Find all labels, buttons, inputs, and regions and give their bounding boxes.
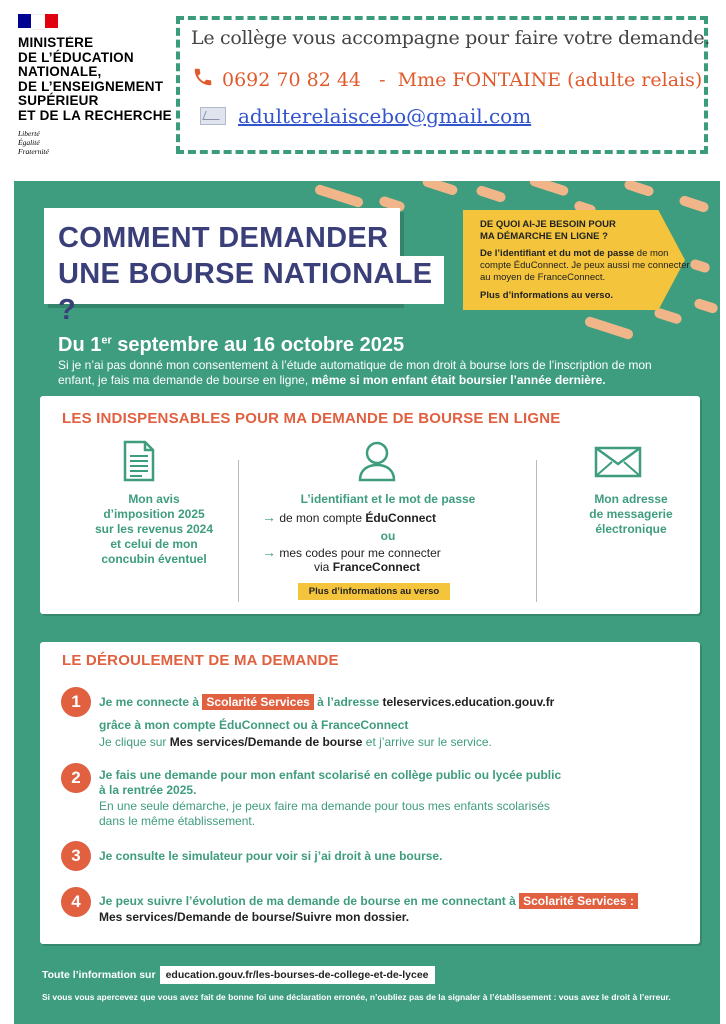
- decorative-stripe: [475, 185, 507, 204]
- needs-question: DE QUOI AI-JE BESOIN POUR MA DÉMARCHE EN LIGNE ?: [480, 219, 616, 242]
- step-2-line-2: à la rentrée 2025.: [99, 783, 197, 797]
- ministry-name: MINISTÈRE DE L’ÉDUCATION NATIONALE, DE L’ENSEIGNEMENT SUPÉRIEUR ET DE LA RECHERCHE: [18, 36, 172, 123]
- essential-educonnect: → de mon compte ÉduConnect: [262, 509, 437, 525]
- steps-title: LE DÉROULEMENT DE MA DEMANDE: [62, 652, 339, 669]
- step-4-line-1: Je peux suivre l’évolution de ma demande de bourse en me connectant à Scolarité Services :: [99, 893, 689, 909]
- essentials-title: LES INDISPENSABLES POUR MA DEMANDE DE BOURSE EN LIGNE: [62, 410, 561, 427]
- divider: [238, 460, 239, 602]
- step-1-line-1: Je me connecte à Scolarité Services à l’adresse teleservices.education.gouv.fr: [99, 695, 555, 709]
- needs-answer: De l’identifiant et du mot de passe de mon compte ÉduConnect. Je peux aussi me connecter au moyen de FranceConnect.: [480, 248, 690, 283]
- step-4-line-2: Mes services/Demande de bourse/Suivre mon dossier.: [99, 910, 410, 924]
- application-dates: Du 1er septembre au 16 octobre 2025: [58, 334, 405, 356]
- more-info-pill: Plus d’informations au verso: [298, 583, 450, 600]
- essential-or: ou: [380, 529, 396, 543]
- footer-info: Toute l’information sur education.gouv.fr/les-bourses-de-college-et-de-lycee: [42, 966, 435, 984]
- step-2-line-3: En une seule démarche, je peux faire ma demande pour tous mes enfants scolarisés: [99, 799, 550, 813]
- essential-franceconnect-via: via FranceConnect: [314, 560, 421, 574]
- essential-tax-notice: Mon avis d’imposition 2025 sur les revenus 2024 et celui de mon concubin éventuel: [94, 492, 214, 566]
- document-icon: [122, 440, 156, 486]
- step-2-line-4: dans le même établissement.: [99, 814, 256, 828]
- step-1-line-2: grâce à mon compte ÉduConnect ou à FranceConnect: [99, 718, 409, 732]
- contact-email[interactable]: adulterelaiscebo@gmail.com: [238, 104, 532, 128]
- arrow-right-icon: →: [262, 544, 276, 560]
- needs-more-info: Plus d’informations au verso.: [480, 290, 614, 301]
- essential-email: Mon adresse de messagerie électronique: [589, 492, 673, 536]
- republic-motto: Liberté Égalité Fraternité: [18, 129, 49, 156]
- step-number: 2: [61, 763, 91, 793]
- decorative-stripe: [689, 258, 711, 274]
- step-number: 3: [61, 841, 91, 871]
- envelope-icon: [594, 446, 642, 482]
- contact-intro: Le collège vous accompagne pour faire votre demande.: [191, 27, 711, 49]
- step-1-line-3: Je clique sur Mes services/Demande de bourse et j’arrive sur le service.: [99, 735, 492, 749]
- footer-url[interactable]: education.gouv.fr/les-bourses-de-college-et-de-lycee: [160, 966, 435, 984]
- step-3-line-1: Je consulte le simulateur pour voir si j’ai droit à une bourse.: [99, 849, 443, 863]
- phone-icon: [192, 66, 214, 94]
- decorative-stripe: [314, 184, 365, 209]
- contact-email-row: [200, 104, 531, 128]
- decorative-stripe: [528, 181, 569, 197]
- decorative-stripe: [623, 181, 655, 197]
- email-icon: [200, 107, 226, 125]
- decorative-stripe: [693, 298, 719, 315]
- user-icon: [358, 440, 396, 486]
- decorative-stripe: [421, 181, 458, 196]
- essential-franceconnect: → mes codes pour me connecter: [262, 544, 441, 560]
- footer-note: Si vous vous apercevez que vous avez fait de bonne foi une déclaration erronée, n’oubliez pas de la signaler à l’établissement : vous avez le droit à l’erreur.: [42, 992, 671, 1002]
- arrow-right-icon: →: [262, 509, 276, 525]
- contact-phone-row: [192, 66, 702, 94]
- republic-flag-logo: [18, 14, 58, 28]
- decorative-stripe: [584, 316, 635, 341]
- decorative-stripe: [678, 195, 710, 214]
- essential-credentials-title: L’identifiant et le mot de passe: [300, 492, 476, 506]
- intro-text: Si je n’ai pas donné mon consentement à l’étude automatique de mon droit à bourse lors de l’inscription de mon enfant, je fais ma demande de bourse en ligne, même si mon enfant était boursier l’année dernière.: [58, 358, 652, 387]
- step-number: 1: [61, 687, 91, 717]
- contact-phone: 0692 70 82 44 - Mme FONTAINE (adulte relais): [222, 69, 703, 91]
- divider: [536, 460, 537, 602]
- page-title: COMMENT DEMANDER UNE BOURSE NATIONALE ?: [58, 222, 433, 326]
- step-number: 4: [61, 887, 91, 917]
- step-2-line-1: Je fais une demande pour mon enfant scolarisé en collège public ou lycée public: [99, 768, 562, 782]
